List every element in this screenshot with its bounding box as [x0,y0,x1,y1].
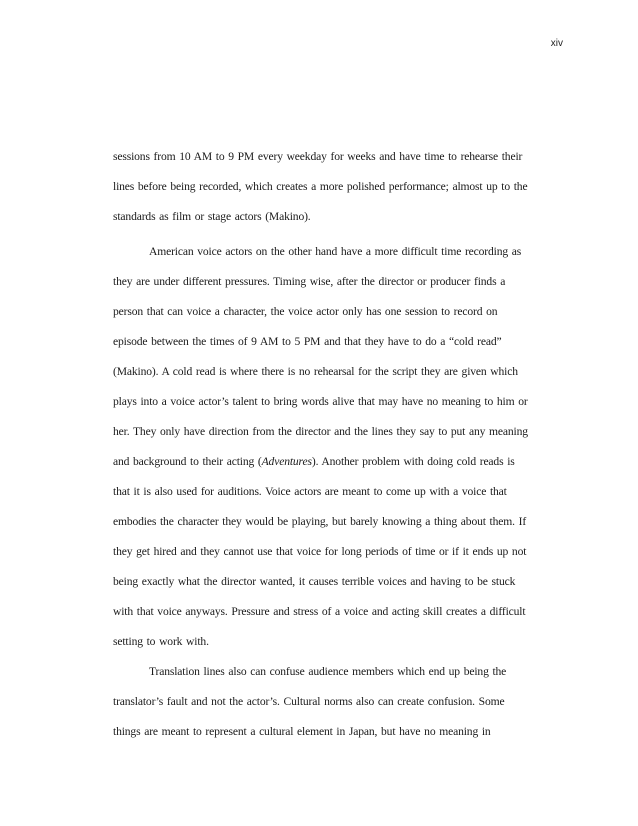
text-line: sessions from 10 AM to 9 PM every weekday for weeks and have time to rehearse their [113,150,523,163]
text-line: lines before being recorded, which creates a more polished performance; almost up to the [113,180,528,193]
text-line: setting to work with. [113,635,209,648]
text-segment: ). Another problem with doing cold reads is [311,455,515,468]
citation-italic: Adventures [261,455,312,468]
text-line: translator’s fault and not the actor’s. Cultural norms also can create confusion. Some [113,695,505,708]
text-line: her. They only have direction from the director and the lines they say to put any meaning [113,425,528,438]
text-line: Translation lines also can confuse audience members which end up being the [149,665,507,678]
text-line: American voice actors on the other hand have a more difficult time recording as [149,245,522,258]
page-number: xiv [550,38,563,49]
text-line: they are under different pressures. Timing wise, after the director or producer finds a [113,275,506,288]
text-line: standards as film or stage actors (Makino). [113,210,311,223]
text-line: things are meant to represent a cultural element in Japan, but have no meaning in [113,725,491,738]
text-line: plays into a voice actor’s talent to bring words alive that may have no meaning to him or [113,395,528,408]
text-line: with that voice anyways. Pressure and stress of a voice and acting skill creates a difficult [113,605,526,618]
text-line: that it is also used for auditions. Voice actors are meant to come up with a voice that [113,485,507,498]
text-line: they get hired and they cannot use that voice for long periods of time or if it ends up not [113,545,527,558]
text-line: episode between the times of 9 AM to 5 PM and that they have to do a “cold read” [113,335,502,348]
text-segment: and background to their acting ( [113,455,262,468]
text-line: (Makino). A cold read is where there is no rehearsal for the script they are given which [113,365,518,378]
text-line-with-citation [113,455,515,469]
text-line: being exactly what the director wanted, it causes terrible voices and having to be stuck [113,575,516,588]
text-line: embodies the character they would be playing, but barely knowing a thing about them. If [113,515,527,528]
text-line: person that can voice a character, the voice actor only has one session to record on [113,305,498,318]
